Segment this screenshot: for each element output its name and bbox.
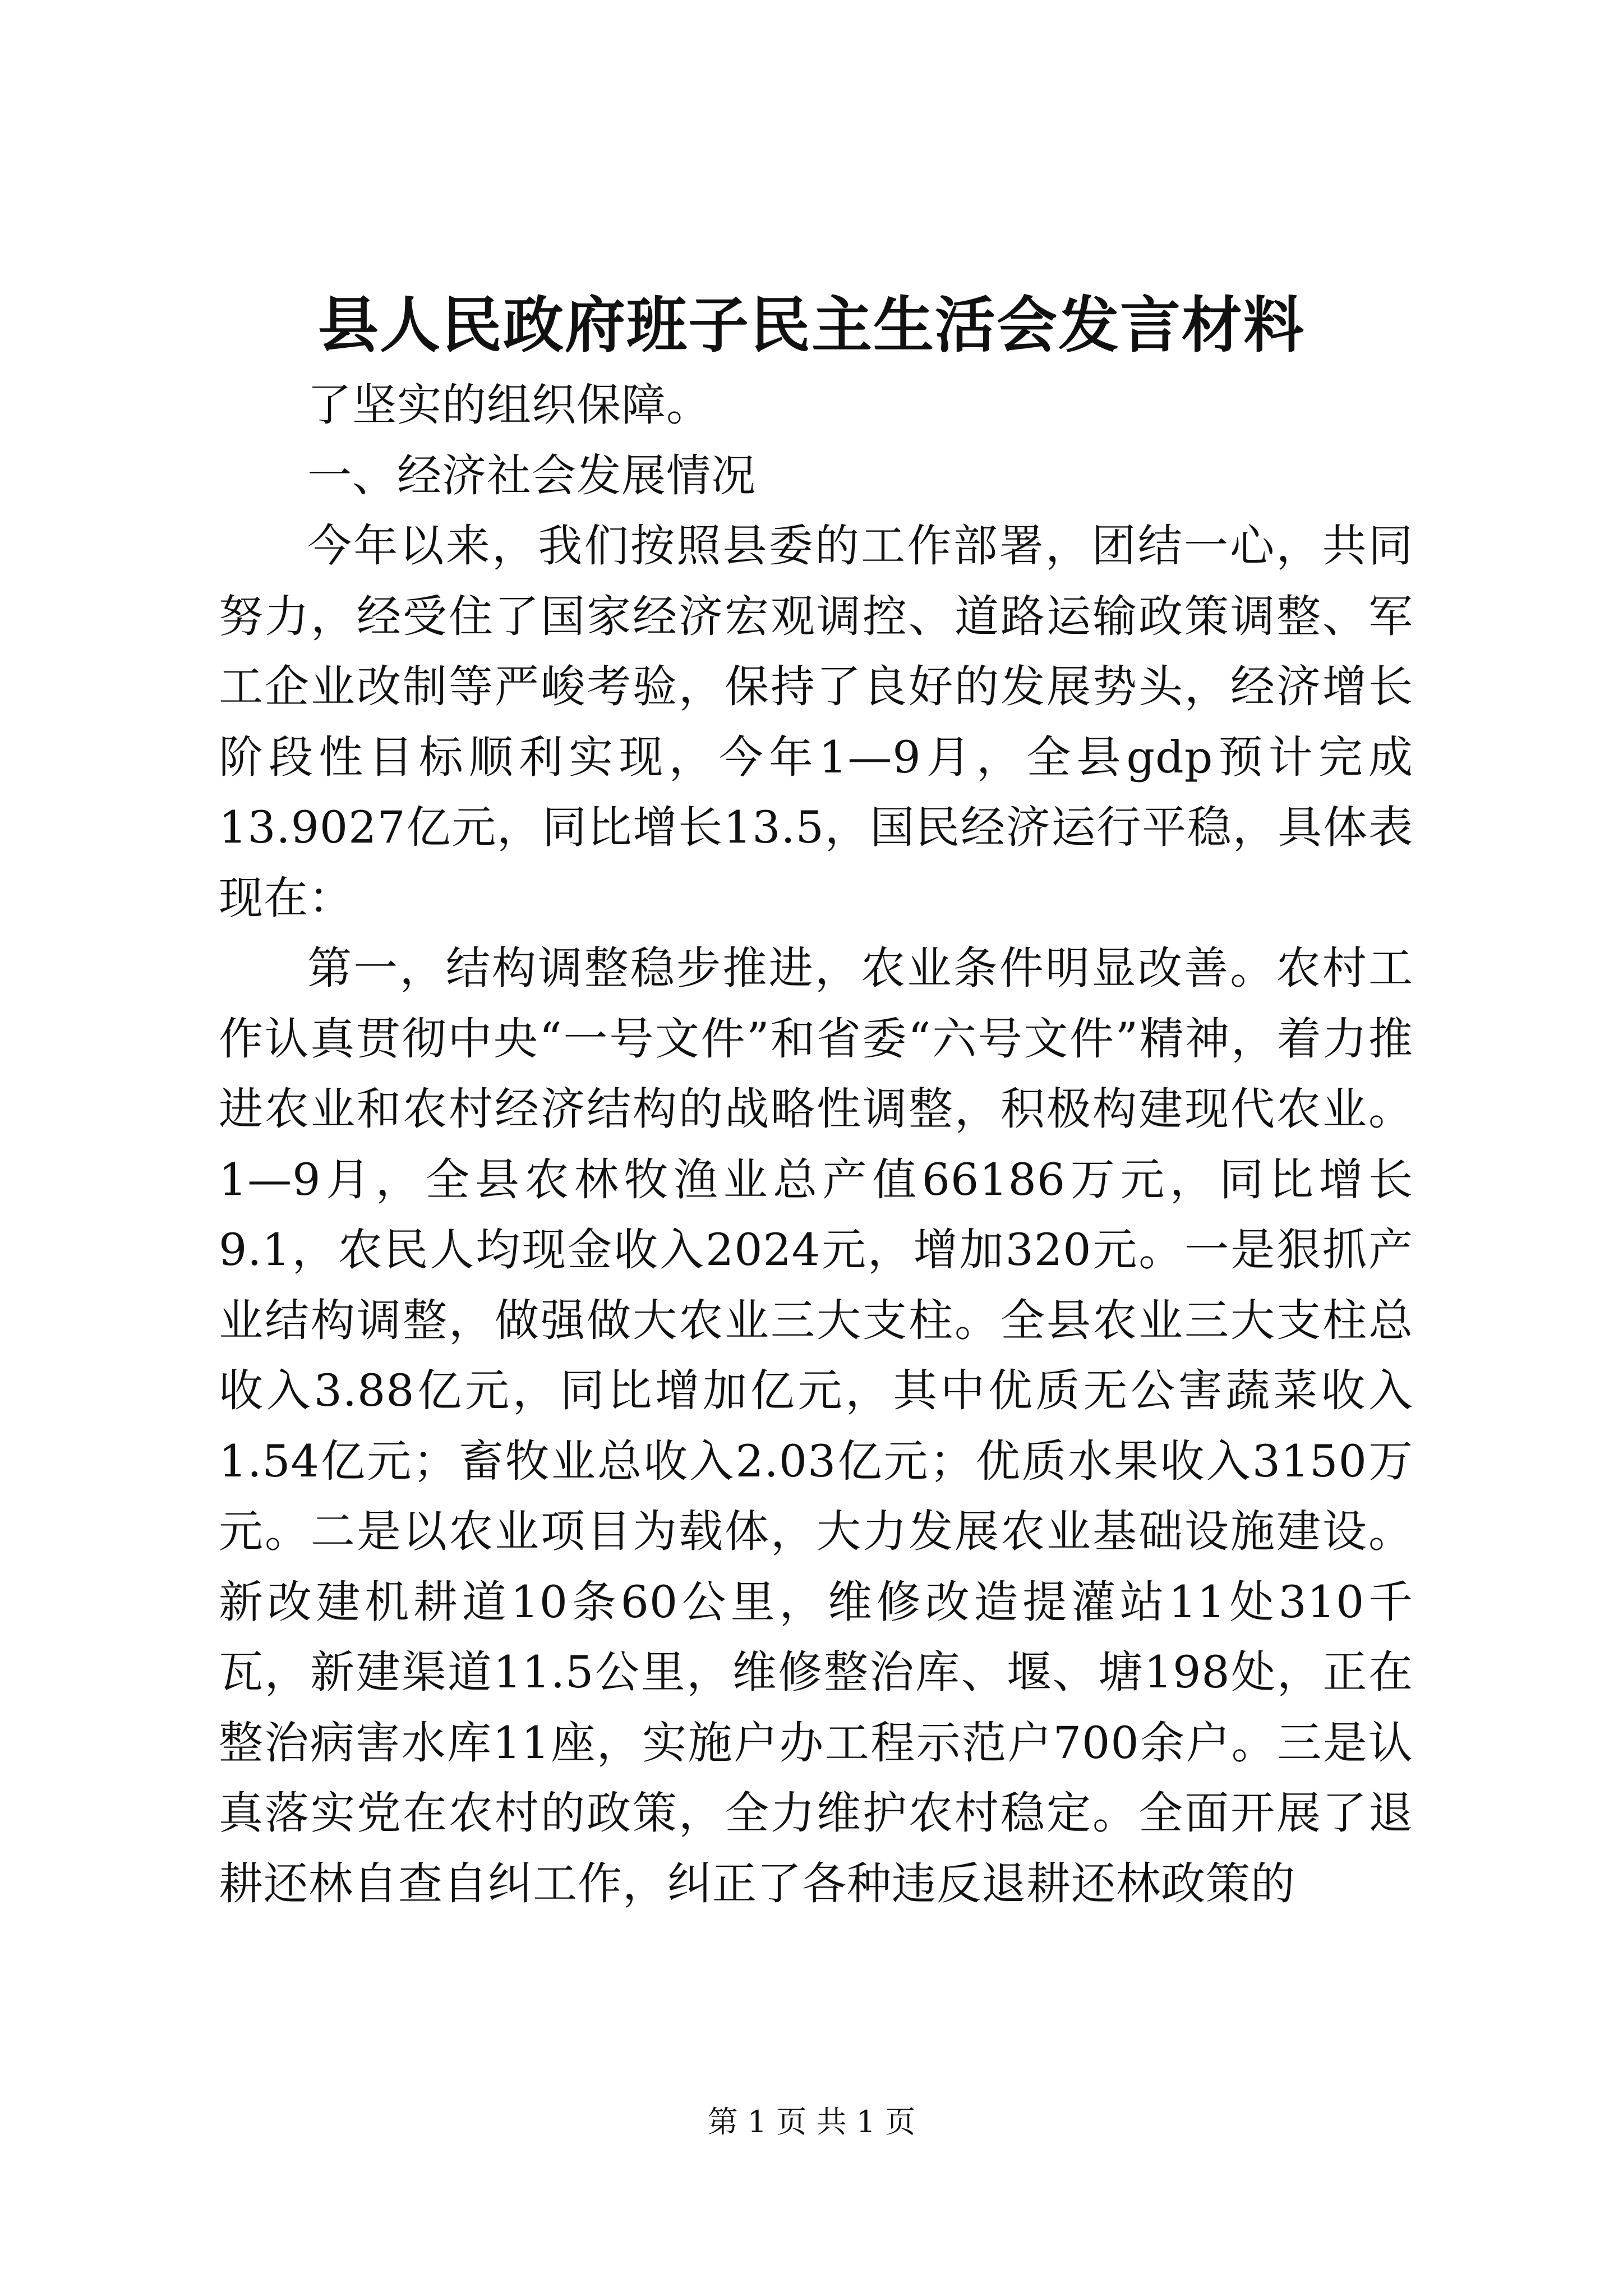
paragraph: 第一，结构调整稳步推进，农业条件明显改善。农村工作认真贯彻中央“一号文件”和省委“六号文件”精神，着力推进农业和农村经济结构的战略性调整，积极构建现代农业。1—9月，全县农林牧渔业总产值66186万元，同比增长9.1，农民人均现金收入2024元，增加320元。一是狠抓产业结构调整，做强做大农业三大支柱。全县农业三大支柱总收入3.88亿元，同比增加亿元，其中优质无公害蔬菜收入1.54亿元；畜牧业总收入2.03亿元；优质水果收入3150万元。二是以农业项目为载体，大力发展农业基础设施建设。新改建机耕道10条60公里，维修改造提灌站11处310千瓦，新建渠道11.5公里，维修整治库、堰、塘198处，正在整治病害水库11座，实施户办工程示范户700余户。三是认真落实党在农村的政策，全力维护农村稳定。全面开展了退耕还林自查自纠工作，纠正了各种违反退耕还林政策的 [219, 942, 1413, 1910]
paragraph: 了坚实的组织保障。 [307, 379, 711, 431]
document-title: 县人民政府班子民主生活会发言材料 [317, 290, 1305, 361]
page-footer: 第 1 页 共 1 页 [707, 2104, 916, 2139]
document-body [219, 370, 1413, 1919]
paragraph: 今年以来，我们按照县委的工作部署，团结一心，共同努力，经受住了国家经济宏观调控、道路运输政策调整、军工企业改制等严峻考验，保持了良好的发展势头，经济增长阶段性目标顺利实现，今年1—9月，全县gdp预计完成13.9027亿元，同比增长13.5，国民经济运行平稳，具体表现在： [219, 520, 1413, 924]
section-heading: 一、经济社会发展情况 [307, 449, 756, 501]
